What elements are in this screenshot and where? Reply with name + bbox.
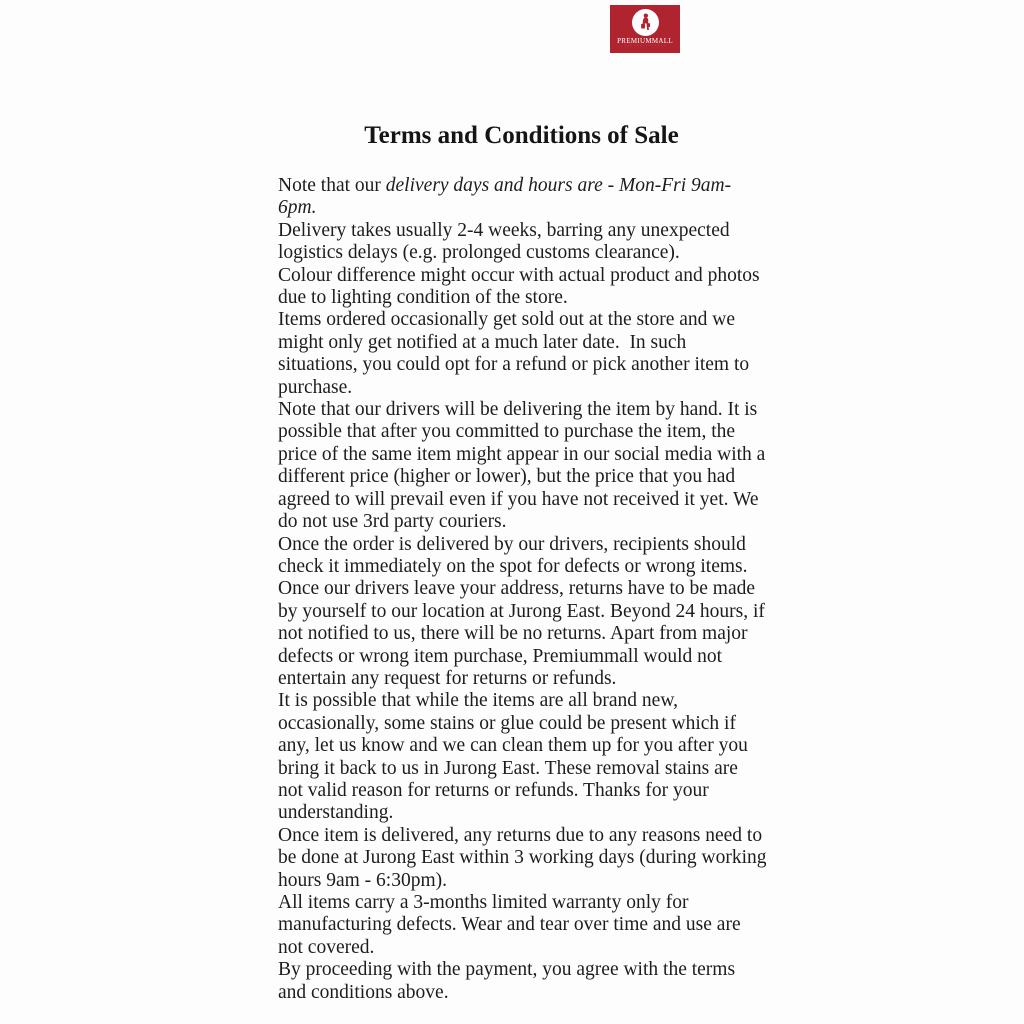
text-line [278,892,778,914]
text-line [278,623,778,645]
text-segment: not covered. [278,936,375,958]
text-line [278,870,778,892]
text-segment: agreed to will prevail even if you have not received it yet. We [278,488,759,510]
text-line [278,690,778,712]
text-segment: Delivery takes usually 2-4 weeks, barring any unexpected [278,219,730,241]
text-line [278,780,778,802]
text-segment: by yourself to our location at Jurong East. Beyond 24 hours, if [278,600,765,622]
text-line [278,825,778,847]
text-line [278,287,778,309]
page-title: Terms and Conditions of Sale [364,122,679,149]
text-line [278,959,778,981]
logo-brand-text: PREMIUMMALL [617,37,673,45]
terms-body [278,175,778,1004]
text-segment: bring it back to us in Jurong East. These removal stains are [278,757,738,779]
text-line [278,444,778,466]
logo-tagline: · · · · · · · · · · · · · · [624,44,666,48]
text-line [278,377,778,399]
text-segment: check it immediately on the spot for defects or wrong items. [278,555,748,577]
text-segment-italic: delivery days and hours are - Mon-Fri 9am- [385,175,732,196]
text-line [278,534,778,556]
text-segment: Note that our drivers will be delivering the item by hand. It is [278,399,758,421]
text-line [278,646,778,668]
brand-logo [610,5,680,53]
text-segment: logistics delays (e.g. prolonged customs clearance). [278,242,680,264]
text-line [278,914,778,936]
text-line [278,982,778,1004]
text-segment: All items carry a 3-months limited warranty only for [278,892,689,913]
text-line [278,578,778,600]
text-segment: be done at Jurong East within 3 working days (during working [278,847,767,869]
text-line [278,466,778,488]
text-line [278,601,778,623]
text-line [278,668,778,690]
text-line [278,354,778,376]
text-line [278,242,778,264]
text-segment: Colour difference might occur with actual product and photos [278,264,760,286]
text-line [278,556,778,578]
text-line [278,489,778,511]
text-segment: do not use 3rd party couriers. [278,511,507,533]
text-segment: not valid reason for returns or refunds. Thanks for your [278,779,709,801]
text-segment: understanding. [278,802,394,824]
text-line [278,332,778,354]
text-segment: Note that our [278,175,386,196]
text-line [278,421,778,443]
text-line [278,735,778,757]
text-line [278,713,778,735]
text-line [278,511,778,533]
text-segment: possible that after you committed to purchase the item, the [278,421,736,443]
text-segment: Once item is delivered, any returns due to any reasons need to [278,824,763,846]
text-segment: Once our drivers leave your address, returns have to be made [278,578,756,600]
woman-shopper-icon [635,12,656,33]
text-line [278,220,778,242]
text-segment: occasionally, some stains or glue could be present which if [278,712,736,734]
text-segment: Once the order is delivered by our drivers, recipients should [278,533,746,555]
text-segment: purchase. [278,376,353,398]
text-line [278,265,778,287]
text-segment: By proceeding with the payment, you agree with the terms [278,959,736,981]
text-line [278,197,778,219]
text-line [278,309,778,331]
text-segment: Items ordered occasionally get sold out at the store and we [278,309,736,331]
text-segment: entertain any request for returns or refunds. [278,667,617,689]
text-segment: defects or wrong item purchase, Premiummall would not [278,645,723,667]
text-segment: any, let us know and we can clean them up for you after you [278,735,748,757]
text-segment: It is possible that while the items are all brand new, [278,690,679,712]
text-segment: situations, you could opt for a refund or pick another item to [278,354,750,376]
text-segment: might only get notified at a much later date. In such [278,331,687,353]
text-segment: hours 9am - 6:30pm). [278,869,447,891]
text-line [278,399,778,421]
text-line [278,758,778,780]
text-segment-italic: 6pm. [278,197,317,219]
text-segment: and conditions above. [278,981,449,1003]
text-line [278,175,778,197]
text-segment: manufacturing defects. Wear and tear over time and use are [278,914,741,936]
text-segment: not notified to us, there will be no returns. Apart from major [278,623,748,645]
text-line [278,847,778,869]
text-segment: due to lighting condition of the store. [278,287,568,309]
text-line [278,937,778,959]
text-segment: price of the same item might appear in our social media with a [278,443,766,465]
logo-circle [632,9,659,36]
text-segment: different price (higher or lower), but the price that you had [278,466,736,488]
text-line [278,802,778,824]
